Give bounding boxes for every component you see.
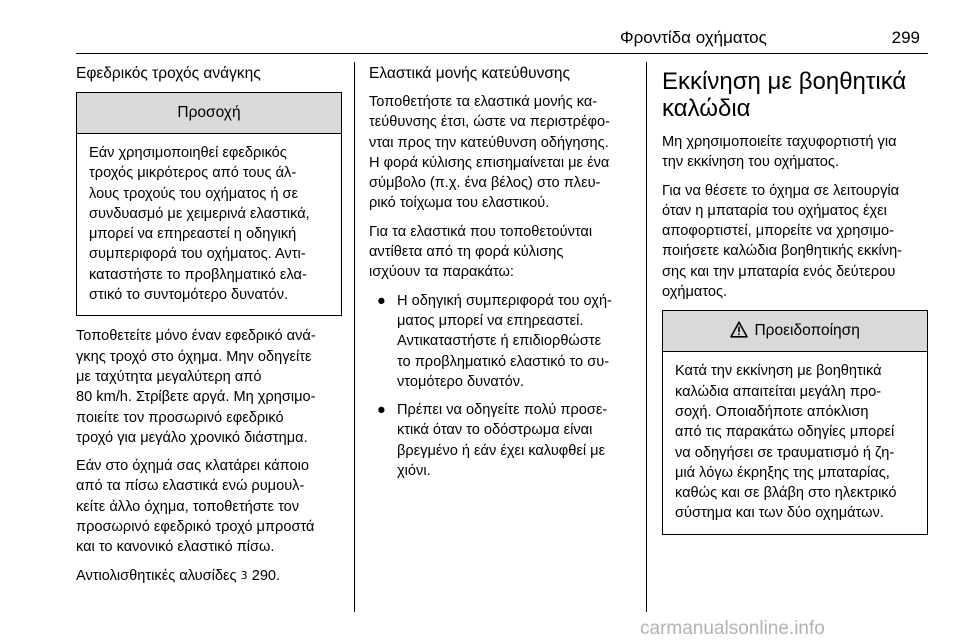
running-header-title: Φροντίδα οχήματος [620,28,767,47]
warning-box [662,310,928,534]
caution-line: λους τροχούς του οχήματος ή σε [89,185,299,202]
section-title: Εκκίνηση με βοηθητικά καλώδια [662,68,907,122]
paragraph: Μη χρησιμοποιείτε ταχυφορτιστή για την εκκίνηση του οχήματος. [662,134,897,171]
section-heading: Ελαστικά μονής κατεύθυνσης [369,65,571,82]
warning-text [663,352,927,533]
warning-line: μιά λόγω έκρηξης της μπαταρίας, [675,464,890,481]
header-rule [76,53,928,54]
caution-line: Εάν χρησιμοποιηθεί εφεδρικός [89,145,287,161]
bullet-icon: ● [377,402,386,419]
warning-line: καθώς και σε βλάβη στο ηλεκτρικό [675,485,897,502]
warning-line: σοχή. Οποιαδήποτε απόκλιση [675,403,869,420]
warning-line: Κατά την εκκίνηση με βοηθητικά [675,363,882,380]
caution-line: συνδυασμό με χειμερινά ελαστικά, [89,205,310,222]
warning-line: καλώδια απαιτείται μεγάλη προ- [675,383,882,400]
column-1 [76,64,342,594]
caution-title: Προσοχή [77,93,341,134]
caution-line: συμπεριφορά του οχήματος. Αντι- [89,246,306,263]
column-2 [369,64,635,489]
column-divider [646,62,647,612]
warning-title: Προειδοποίηση [754,322,860,340]
caution-line: τροχός μικρότερος από τους άλ- [89,165,297,182]
warning-line: από τις παρακάτω οδηγίες μπορεί [675,424,895,441]
section-heading: Εφεδρικός τροχός ανάγκης [76,65,261,82]
paragraph: Για να θέσετε το όχημα σε λειτουργία όταν η μπαταρία του οχήματος έχει αποφορτιστεί, μπορείτε να χρησιμο- ποιήσετε καλώδια βοηθητικής εκκίνη- σης και την μπαταρία ενός δεύτερου οχήματος. [662,182,903,301]
reference-page: 290. [251,567,281,584]
paragraph: Τοποθετείτε μόνο έναν εφεδρικό ανά- γκης τροχό στο όχημα. Μην οδηγείτε με ταχύτητα μεγαλύτερη από 80 km/h. Στρίβετε αργά. Μη χρησιμο- ποιείτε τον προσωρινό εφεδρικό τροχό για μεγάλο χρονικό διάστημα. [76,328,316,446]
bullet-icon: ● [377,292,386,309]
column-divider [354,62,355,612]
caution-line: μπορεί να επηρεαστεί η οδηγική [89,226,297,243]
caution-text [77,134,341,315]
bullet-list [369,291,635,482]
watermark: carmanualsonline.info [640,618,825,639]
reference-text: Αντιολισθητικές αλυσίδες [76,567,237,584]
column-3 [662,64,928,545]
caution-line: καταστήστε το προβληματικό ελα- [89,266,307,283]
page-number: 299 [891,28,920,47]
caution-line: στικό το συντομότερο δυνατόν. [89,287,289,304]
warning-line: σύστημα και των δύο οχημάτων. [675,505,884,522]
list-item: ● Πρέπει να οδηγείτε πολύ προσε- κτικά όταν το οδόστρωμα είναι βρεγμένο ή εάν έχει καλυφθεί με χιόνι. [377,402,608,480]
paragraph: Εάν στο όχημά σας κλατάρει κάποιο από τα πίσω ελαστικά ενώ ρυμουλ- κείτε άλλο όχημα, τοποθετήστε τον προσωρινό εφεδρικό τροχό μπροστά και το κανονικό ελαστικό πίσω. [76,458,315,556]
warning-line: να οδηγήσει σε τραυματισμό ή ζη- [675,444,895,461]
caution-box [76,92,342,316]
warning-triangle-icon [730,321,748,338]
paragraph: Για τα ελαστικά που τοποθετούνται αντίθετα από τη φορά κύλισης ισχύουν τα παρακάτω: [369,223,593,281]
cross-reference[interactable] [76,566,342,586]
warning-header [663,311,927,352]
page-reference-arrow-icon: 3 [240,568,248,582]
list-item: ● Η οδηγική συμπεριφορά του οχή- ματος μπορεί να επηρεαστεί. Αντικαταστήστε ή επιδιορθώστε το προβληματικό ελαστικό το συ- ντομότερο δυνατόν. [377,292,612,390]
paragraph: Τοποθετήστε τα ελαστικά μονής κα- τεύθυνσης έτσι, ώστε να περιστρέφο- νται προς την κατεύθυνση οδήγησης. Η φορά κύλισης επισημαίνεται με ένα σύμβολο (π.χ. ένα βέλος) στο πλευ- ρικό τοίχωμα του ελαστικού. [369,94,610,212]
